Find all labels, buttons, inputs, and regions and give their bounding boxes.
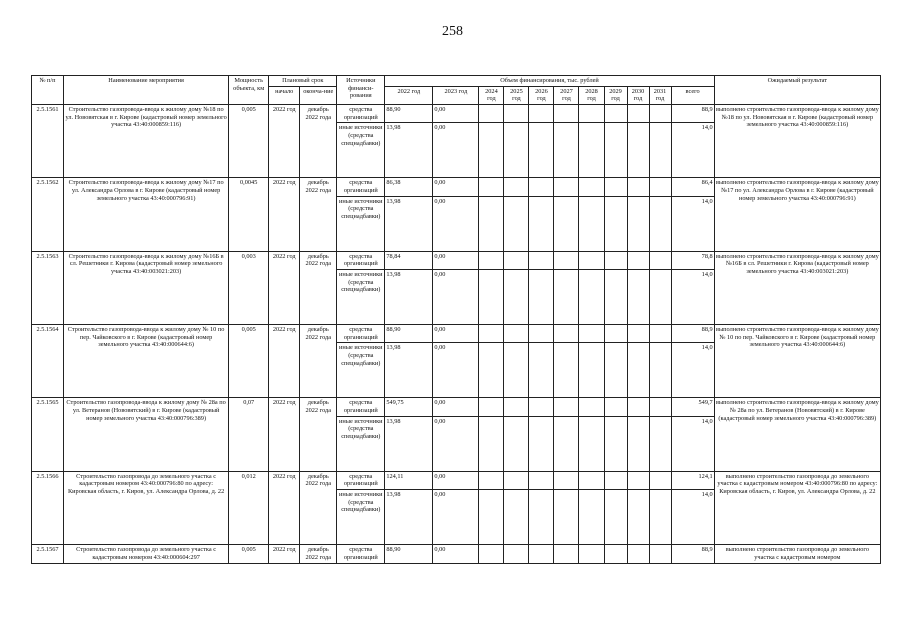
empty-year-cell <box>479 416 504 471</box>
empty-year-cell <box>627 123 649 178</box>
empty-year-cell <box>479 325 504 343</box>
empty-year-cell <box>604 196 627 251</box>
funding-source: иные источники (средства спецнадбавки) <box>337 196 385 251</box>
empty-year-cell <box>649 196 671 251</box>
funding-source: средства организаций <box>337 398 385 416</box>
empty-year-cell <box>604 251 627 269</box>
end-date: декабрь 2022 года <box>300 251 337 324</box>
header-result: Ожидаемый результат <box>714 76 880 105</box>
header-year: 2025 год <box>504 86 529 104</box>
empty-year-cell <box>579 270 604 325</box>
empty-year-cell <box>554 490 579 545</box>
expected-result: выполнено строительство газопровода-ввода к жилому дому №17 по ул. Александра Орлова в г. Кирове (кадастровый номер земельного участка 43:40:000796:91) <box>714 178 880 251</box>
empty-year-cell <box>504 251 529 269</box>
empty-year-cell <box>479 343 504 398</box>
empty-year-cell <box>479 471 504 489</box>
empty-year-cell <box>479 123 504 178</box>
empty-year-cell <box>504 270 529 325</box>
table-row <box>32 545 881 564</box>
empty-year-cell <box>604 270 627 325</box>
funding-source: средства организаций <box>337 105 385 123</box>
empty-year-cell <box>579 471 604 489</box>
header-year: 2024 год <box>479 86 504 104</box>
empty-year-cell <box>627 471 649 489</box>
empty-year-cell <box>579 398 604 416</box>
empty-year-cell <box>554 196 579 251</box>
start-date: 2022 год <box>269 178 300 251</box>
start-date: 2022 год <box>269 545 300 564</box>
expected-result: выполнено строительство газопровода-ввода к жилому дому №18 по ул. Нововятская в г. Кирове (кадастровый номер земельного участка 43:40:000859:116) <box>714 105 880 178</box>
empty-year-cell <box>554 325 579 343</box>
start-date: 2022 год <box>269 471 300 544</box>
start-date: 2022 год <box>269 398 300 471</box>
empty-year-cell <box>529 325 554 343</box>
value-2023: 0,00 <box>433 416 479 471</box>
financing-table <box>31 75 881 564</box>
empty-year-cell <box>504 325 529 343</box>
empty-year-cell <box>604 343 627 398</box>
value-2023: 0,00 <box>433 251 479 269</box>
end-date: декабрь 2022 года <box>300 545 337 564</box>
header-total: всего <box>671 86 714 104</box>
empty-year-cell <box>649 398 671 416</box>
header-source: Источники финанси-рования <box>337 76 385 105</box>
empty-year-cell <box>649 178 671 196</box>
empty-year-cell <box>504 123 529 178</box>
value-total: 549,7 <box>671 398 714 416</box>
empty-year-cell <box>604 105 627 123</box>
expected-result: выполнено строительство газопровода-ввода к жилому дому №16Б в сл. Решетники г. Кирова (кадастровый номер земельного участка 43:40:003021:203) <box>714 251 880 324</box>
value-2022: 13,98 <box>385 196 433 251</box>
empty-year-cell <box>529 471 554 489</box>
value-2022: 13,98 <box>385 343 433 398</box>
value-total: 14,0 <box>671 416 714 471</box>
value-2022: 13,98 <box>385 123 433 178</box>
empty-year-cell <box>627 251 649 269</box>
measure-name: Строительство газопровода-ввода к жилому дому № 28а по ул. Ветеранов (Нововятский) в г. Кирове (кадастровый номер земельного участка 43:40:000796:389) <box>64 398 229 471</box>
header-year: 2023 год <box>433 86 479 104</box>
empty-year-cell <box>627 105 649 123</box>
table-row <box>32 325 881 343</box>
header-name: Наименование мероприятия <box>64 76 229 105</box>
row-number: 2.5.1565 <box>32 398 64 471</box>
empty-year-cell <box>504 105 529 123</box>
end-date: декабрь 2022 года <box>300 105 337 178</box>
empty-year-cell <box>554 471 579 489</box>
table-row <box>32 471 881 489</box>
empty-year-cell <box>554 398 579 416</box>
empty-year-cell <box>604 325 627 343</box>
empty-year-cell <box>627 343 649 398</box>
table-row <box>32 178 881 196</box>
empty-year-cell <box>504 490 529 545</box>
value-total: 14,0 <box>671 270 714 325</box>
empty-year-cell <box>529 490 554 545</box>
empty-year-cell <box>649 123 671 178</box>
measure-name: Строительство газопровода до земельного участка с кадастровым номером 43:40:000604:297 <box>64 545 229 564</box>
empty-year-cell <box>604 178 627 196</box>
empty-year-cell <box>649 343 671 398</box>
empty-year-cell <box>627 490 649 545</box>
empty-year-cell <box>604 471 627 489</box>
value-total: 14,0 <box>671 123 714 178</box>
empty-year-cell <box>579 416 604 471</box>
empty-year-cell <box>529 196 554 251</box>
table-row <box>32 105 881 123</box>
empty-year-cell <box>479 105 504 123</box>
capacity-value: 0,005 <box>229 545 269 564</box>
capacity-value: 0,005 <box>229 105 269 178</box>
empty-year-cell <box>479 178 504 196</box>
table-body <box>32 105 881 564</box>
value-2023: 0,00 <box>433 343 479 398</box>
empty-year-cell <box>579 490 604 545</box>
empty-year-cell <box>529 270 554 325</box>
empty-year-cell <box>529 398 554 416</box>
header-year: 2028 год <box>579 86 604 104</box>
empty-year-cell <box>554 343 579 398</box>
empty-year-cell <box>504 471 529 489</box>
header-year: 2022 год <box>385 86 433 104</box>
empty-year-cell <box>529 123 554 178</box>
funding-source: иные источники (средства спецнадбавки) <box>337 490 385 545</box>
measure-name: Строительство газопровода-ввода к жилому дому № 10 по пер. Чайковского в г. Кирове (кадастровый номер земельного участка 43:40:000644:6) <box>64 325 229 398</box>
value-2022: 13,98 <box>385 270 433 325</box>
header-year: 2026 год <box>529 86 554 104</box>
value-2023: 0,00 <box>433 123 479 178</box>
empty-year-cell <box>627 416 649 471</box>
measure-name: Строительство газопровода до земельного участка с кадастровым номером 43:40:000796:80 по адресу: Кировская область, г. Киров, ул. Александра Орлова, д. 22 <box>64 471 229 544</box>
empty-year-cell <box>504 343 529 398</box>
value-2022: 88,90 <box>385 545 433 564</box>
value-2023: 0,00 <box>433 196 479 251</box>
capacity-value: 0,003 <box>229 251 269 324</box>
header-num: № п/п <box>32 76 64 105</box>
empty-year-cell <box>604 398 627 416</box>
end-date: декабрь 2022 года <box>300 471 337 544</box>
empty-year-cell <box>529 251 554 269</box>
funding-source: иные источники (средства спецнадбавки) <box>337 123 385 178</box>
value-2023: 0,00 <box>433 471 479 489</box>
capacity-value: 0,005 <box>229 325 269 398</box>
empty-year-cell <box>627 178 649 196</box>
capacity-value: 0,012 <box>229 471 269 544</box>
value-total: 88,9 <box>671 545 714 564</box>
expected-result: выполнено строительство газопровода-ввода к жилому дому № 10 по пер. Чайковского в г. Кирове (кадастровый номер земельного участка 43:40:000644:6) <box>714 325 880 398</box>
empty-year-cell <box>579 178 604 196</box>
empty-year-cell <box>604 416 627 471</box>
empty-year-cell <box>554 416 579 471</box>
empty-year-cell <box>649 490 671 545</box>
empty-year-cell <box>649 251 671 269</box>
header-year: 2029 год <box>604 86 627 104</box>
value-2022: 78,84 <box>385 251 433 269</box>
empty-year-cell <box>504 178 529 196</box>
empty-year-cell <box>479 270 504 325</box>
header-start: начало <box>269 86 300 104</box>
funding-source: иные источники (средства спецнадбавки) <box>337 343 385 398</box>
empty-year-cell <box>579 196 604 251</box>
empty-year-cell <box>604 545 627 564</box>
header-year: 2027 год <box>554 86 579 104</box>
empty-year-cell <box>627 270 649 325</box>
end-date: декабрь 2022 года <box>300 325 337 398</box>
empty-year-cell <box>504 196 529 251</box>
start-date: 2022 год <box>269 251 300 324</box>
empty-year-cell <box>529 178 554 196</box>
empty-year-cell <box>649 471 671 489</box>
capacity-value: 0,07 <box>229 398 269 471</box>
funding-source: средства организаций <box>337 325 385 343</box>
funding-source: иные источники (средства спецнадбавки) <box>337 416 385 471</box>
expected-result: выполнено строительство газопровода до земельного участка с кадастровым номером <box>714 545 880 564</box>
end-date: декабрь 2022 года <box>300 398 337 471</box>
empty-year-cell <box>529 105 554 123</box>
row-number: 2.5.1561 <box>32 105 64 178</box>
empty-year-cell <box>554 545 579 564</box>
empty-year-cell <box>554 270 579 325</box>
empty-year-cell <box>579 105 604 123</box>
value-2022: 13,98 <box>385 490 433 545</box>
empty-year-cell <box>554 123 579 178</box>
capacity-value: 0,0045 <box>229 178 269 251</box>
value-2023: 0,00 <box>433 178 479 196</box>
value-2022: 88,90 <box>385 325 433 343</box>
value-2022: 549,75 <box>385 398 433 416</box>
row-number: 2.5.1566 <box>32 471 64 544</box>
header-capacity: Мощность объекта, км <box>229 76 269 105</box>
value-2022: 124,11 <box>385 471 433 489</box>
value-total: 86,4 <box>671 178 714 196</box>
empty-year-cell <box>554 178 579 196</box>
value-total: 14,0 <box>671 343 714 398</box>
measure-name: Строительство газопровода-ввода к жилому дому №16Б в сл. Решетники г. Кирова (кадастровый номер земельного участка 43:40:003021:203) <box>64 251 229 324</box>
value-2023: 0,00 <box>433 545 479 564</box>
empty-year-cell <box>649 105 671 123</box>
empty-year-cell <box>579 325 604 343</box>
row-number: 2.5.1567 <box>32 545 64 564</box>
value-total: 88,9 <box>671 325 714 343</box>
empty-year-cell <box>479 545 504 564</box>
empty-year-cell <box>554 105 579 123</box>
row-number: 2.5.1563 <box>32 251 64 324</box>
page-number: 258 <box>442 24 463 39</box>
measure-name: Строительство газопровода-ввода к жилому дому №18 по ул. Нововятская в г. Кирове (кадастровый номер земельного участка 43:40:000859:116) <box>64 105 229 178</box>
empty-year-cell <box>604 123 627 178</box>
empty-year-cell <box>627 196 649 251</box>
empty-year-cell <box>649 416 671 471</box>
value-2022: 13,98 <box>385 416 433 471</box>
value-2023: 0,00 <box>433 490 479 545</box>
empty-year-cell <box>504 398 529 416</box>
empty-year-cell <box>554 251 579 269</box>
expected-result: выполнено строительство газопровода-ввода к жилому дому № 28а по ул. Ветеранов (Нововятский) в г. Кирове (кадастровый номер земельного участка 43:40:000796:389) <box>714 398 880 471</box>
empty-year-cell <box>649 325 671 343</box>
empty-year-cell <box>579 343 604 398</box>
funding-source: средства организаций <box>337 178 385 196</box>
empty-year-cell <box>529 343 554 398</box>
end-date: декабрь 2022 года <box>300 178 337 251</box>
empty-year-cell <box>479 398 504 416</box>
header-year: 2031 год <box>649 86 671 104</box>
empty-year-cell <box>604 490 627 545</box>
row-number: 2.5.1562 <box>32 178 64 251</box>
start-date: 2022 год <box>269 105 300 178</box>
header-volume: Объем финансирования, тыс. рублей <box>385 76 714 87</box>
value-2022: 88,90 <box>385 105 433 123</box>
empty-year-cell <box>579 123 604 178</box>
value-2023: 0,00 <box>433 105 479 123</box>
empty-year-cell <box>504 416 529 471</box>
funding-source: иные источники (средства спецнадбавки) <box>337 270 385 325</box>
empty-year-cell <box>529 416 554 471</box>
header-term: Плановый срок <box>269 76 337 87</box>
value-total: 14,0 <box>671 490 714 545</box>
header-end: оконча-ние <box>300 86 337 104</box>
empty-year-cell <box>649 270 671 325</box>
row-number: 2.5.1564 <box>32 325 64 398</box>
funding-source: средства организаций <box>337 251 385 269</box>
empty-year-cell <box>579 251 604 269</box>
empty-year-cell <box>479 196 504 251</box>
measure-name: Строительство газопровода-ввода к жилому дому №17 по ул. Александра Орлова в г. Кирове (кадастровый номер земельного участка 43:40:000796:91) <box>64 178 229 251</box>
table-row <box>32 398 881 416</box>
empty-year-cell <box>479 251 504 269</box>
value-total: 78,8 <box>671 251 714 269</box>
empty-year-cell <box>627 398 649 416</box>
funding-source: средства организаций <box>337 545 385 564</box>
value-total: 14,0 <box>671 196 714 251</box>
value-2022: 86,38 <box>385 178 433 196</box>
funding-source: средства организаций <box>337 471 385 489</box>
empty-year-cell <box>529 545 554 564</box>
start-date: 2022 год <box>269 325 300 398</box>
value-2023: 0,00 <box>433 398 479 416</box>
value-2023: 0,00 <box>433 270 479 325</box>
empty-year-cell <box>627 325 649 343</box>
empty-year-cell <box>504 545 529 564</box>
value-total: 88,9 <box>671 105 714 123</box>
empty-year-cell <box>627 545 649 564</box>
empty-year-cell <box>649 545 671 564</box>
table-row <box>32 251 881 269</box>
value-2023: 0,00 <box>433 325 479 343</box>
value-total: 124,1 <box>671 471 714 489</box>
empty-year-cell <box>479 490 504 545</box>
header-year: 2030 год <box>627 86 649 104</box>
empty-year-cell <box>579 545 604 564</box>
expected-result: выполнено строительство газопровода до земельного участка с кадастровым номером 43:40:000796:80 по адресу: Кировская область, г. Киров, ул. Александра Орлова, д. 22 <box>714 471 880 544</box>
